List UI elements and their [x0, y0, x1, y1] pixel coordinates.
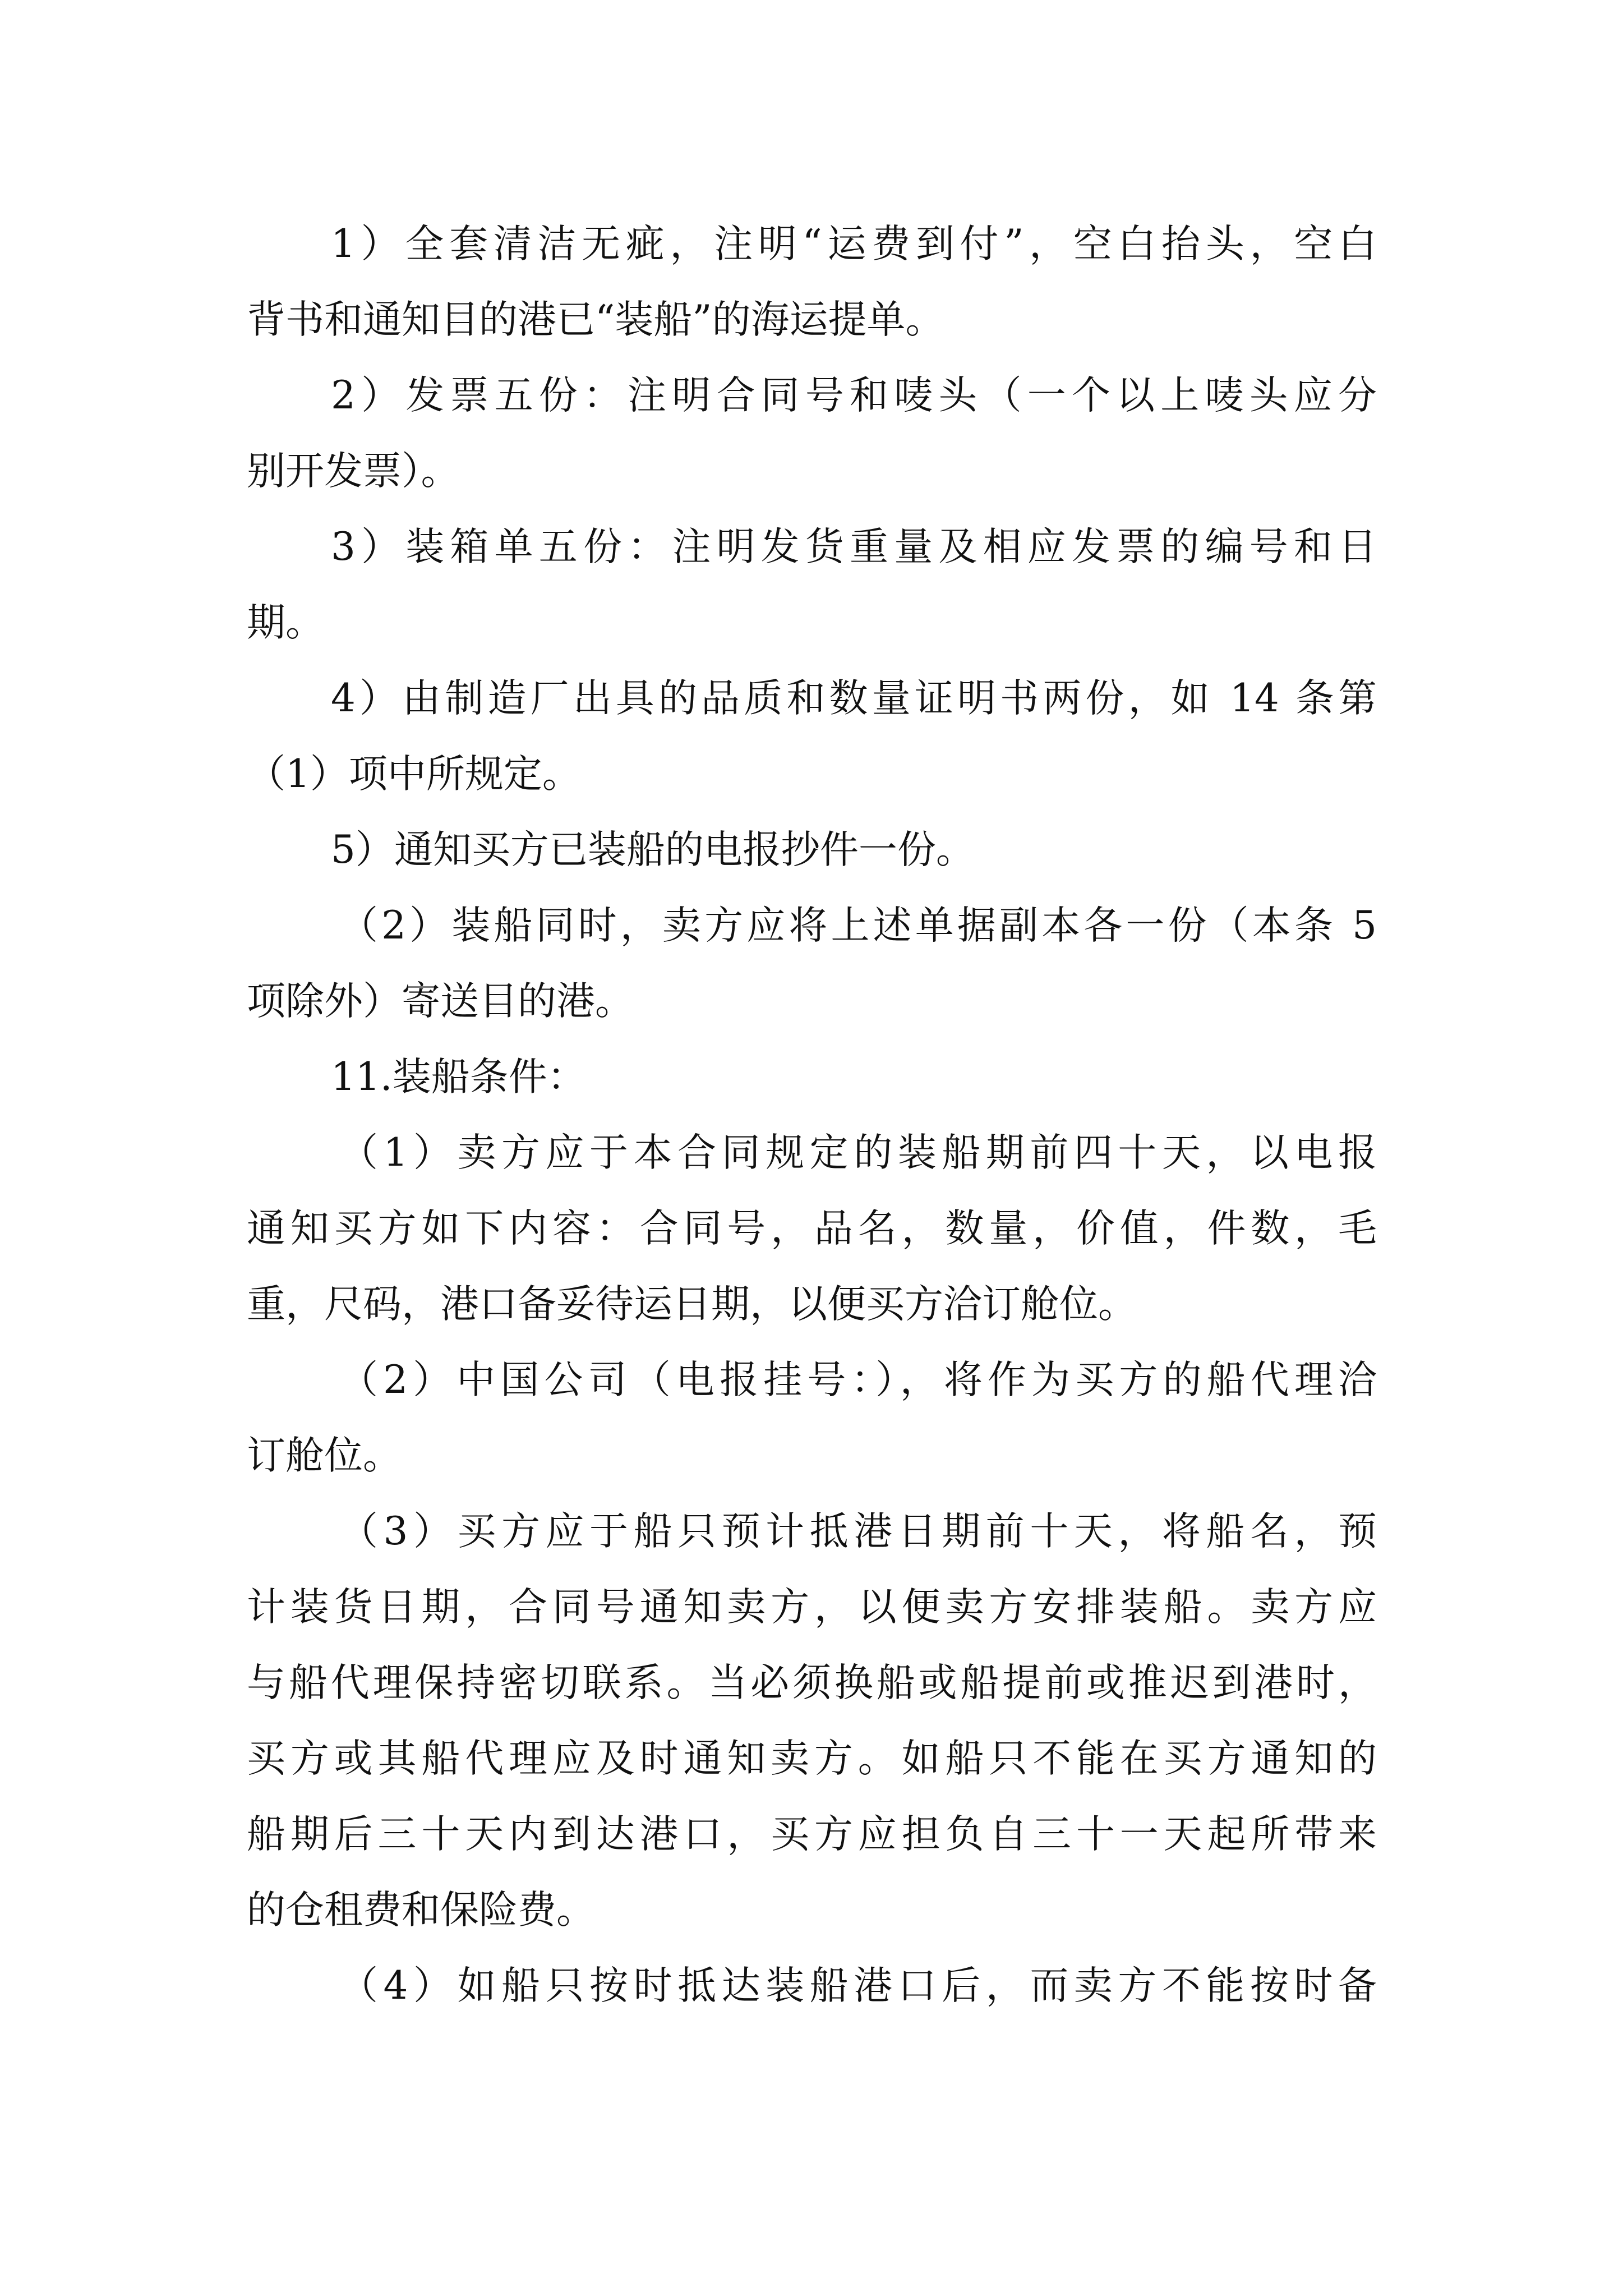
section-heading: 11.装船条件：: [331, 1055, 586, 1099]
text-line: 期。: [247, 600, 324, 645]
text-line: （2）装船同时，卖方应将上述单据副本各一份（本条 5: [339, 903, 1377, 948]
text-line: （3）买方应于船只预计抵港日期前十天，将船名，预: [339, 1509, 1377, 1554]
text-line: 通知买方如下内容：合同号，品名，数量，价值，件数，毛: [247, 1206, 1377, 1251]
text-line: （4）如船只按时抵达装船港口后，而卖方不能按时备: [339, 1963, 1377, 2008]
text-line: 5）通知买方已装船的电报抄件一份。: [331, 827, 975, 872]
text-line: 2）发票五份：注明合同号和唛头（一个以上唛头应分: [331, 373, 1377, 418]
text-line: 订舱位。: [247, 1433, 402, 1478]
text-line: 计装货日期，合同号通知卖方，以便卖方安排装船。卖方应: [247, 1585, 1377, 1630]
text-line: 与船代理保持密切联系。当必须换船或船提前或推迟到港时，: [247, 1660, 1377, 1705]
text-line: 1）全套清洁无疵，注明“运费到付”，空白抬头，空白: [331, 222, 1377, 266]
text-line: （1）项中所规定。: [247, 752, 581, 797]
text-line: 买方或其船代理应及时通知卖方。如船只不能在买方通知的: [247, 1736, 1377, 1781]
text-line: 背书和通知目的港已“装船”的海运提单。: [247, 297, 944, 342]
text-line: （1）卖方应于本合同规定的装船期前四十天，以电报: [339, 1130, 1377, 1175]
text-line: 船期后三十天内到达港口，买方应担负自三十一天起所带来: [247, 1812, 1377, 1857]
text-line: 的仓租费和保险费。: [247, 1888, 595, 1932]
text-line: 别开发票）。: [247, 449, 460, 494]
text-line: 3）装箱单五份：注明发货重量及相应发票的编号和日: [331, 524, 1377, 569]
text-line: 项除外）寄送目的港。: [247, 979, 634, 1024]
text-line: 4）由制造厂出具的品质和数量证明书两份，如 14 条第: [331, 676, 1377, 721]
text-line: （2）中国公司（电报挂号：），将作为买方的船代理洽: [339, 1358, 1377, 1402]
text-line: 重，尺码，港口备妥待运日期，以便买方洽订舱位。: [247, 1282, 1137, 1327]
